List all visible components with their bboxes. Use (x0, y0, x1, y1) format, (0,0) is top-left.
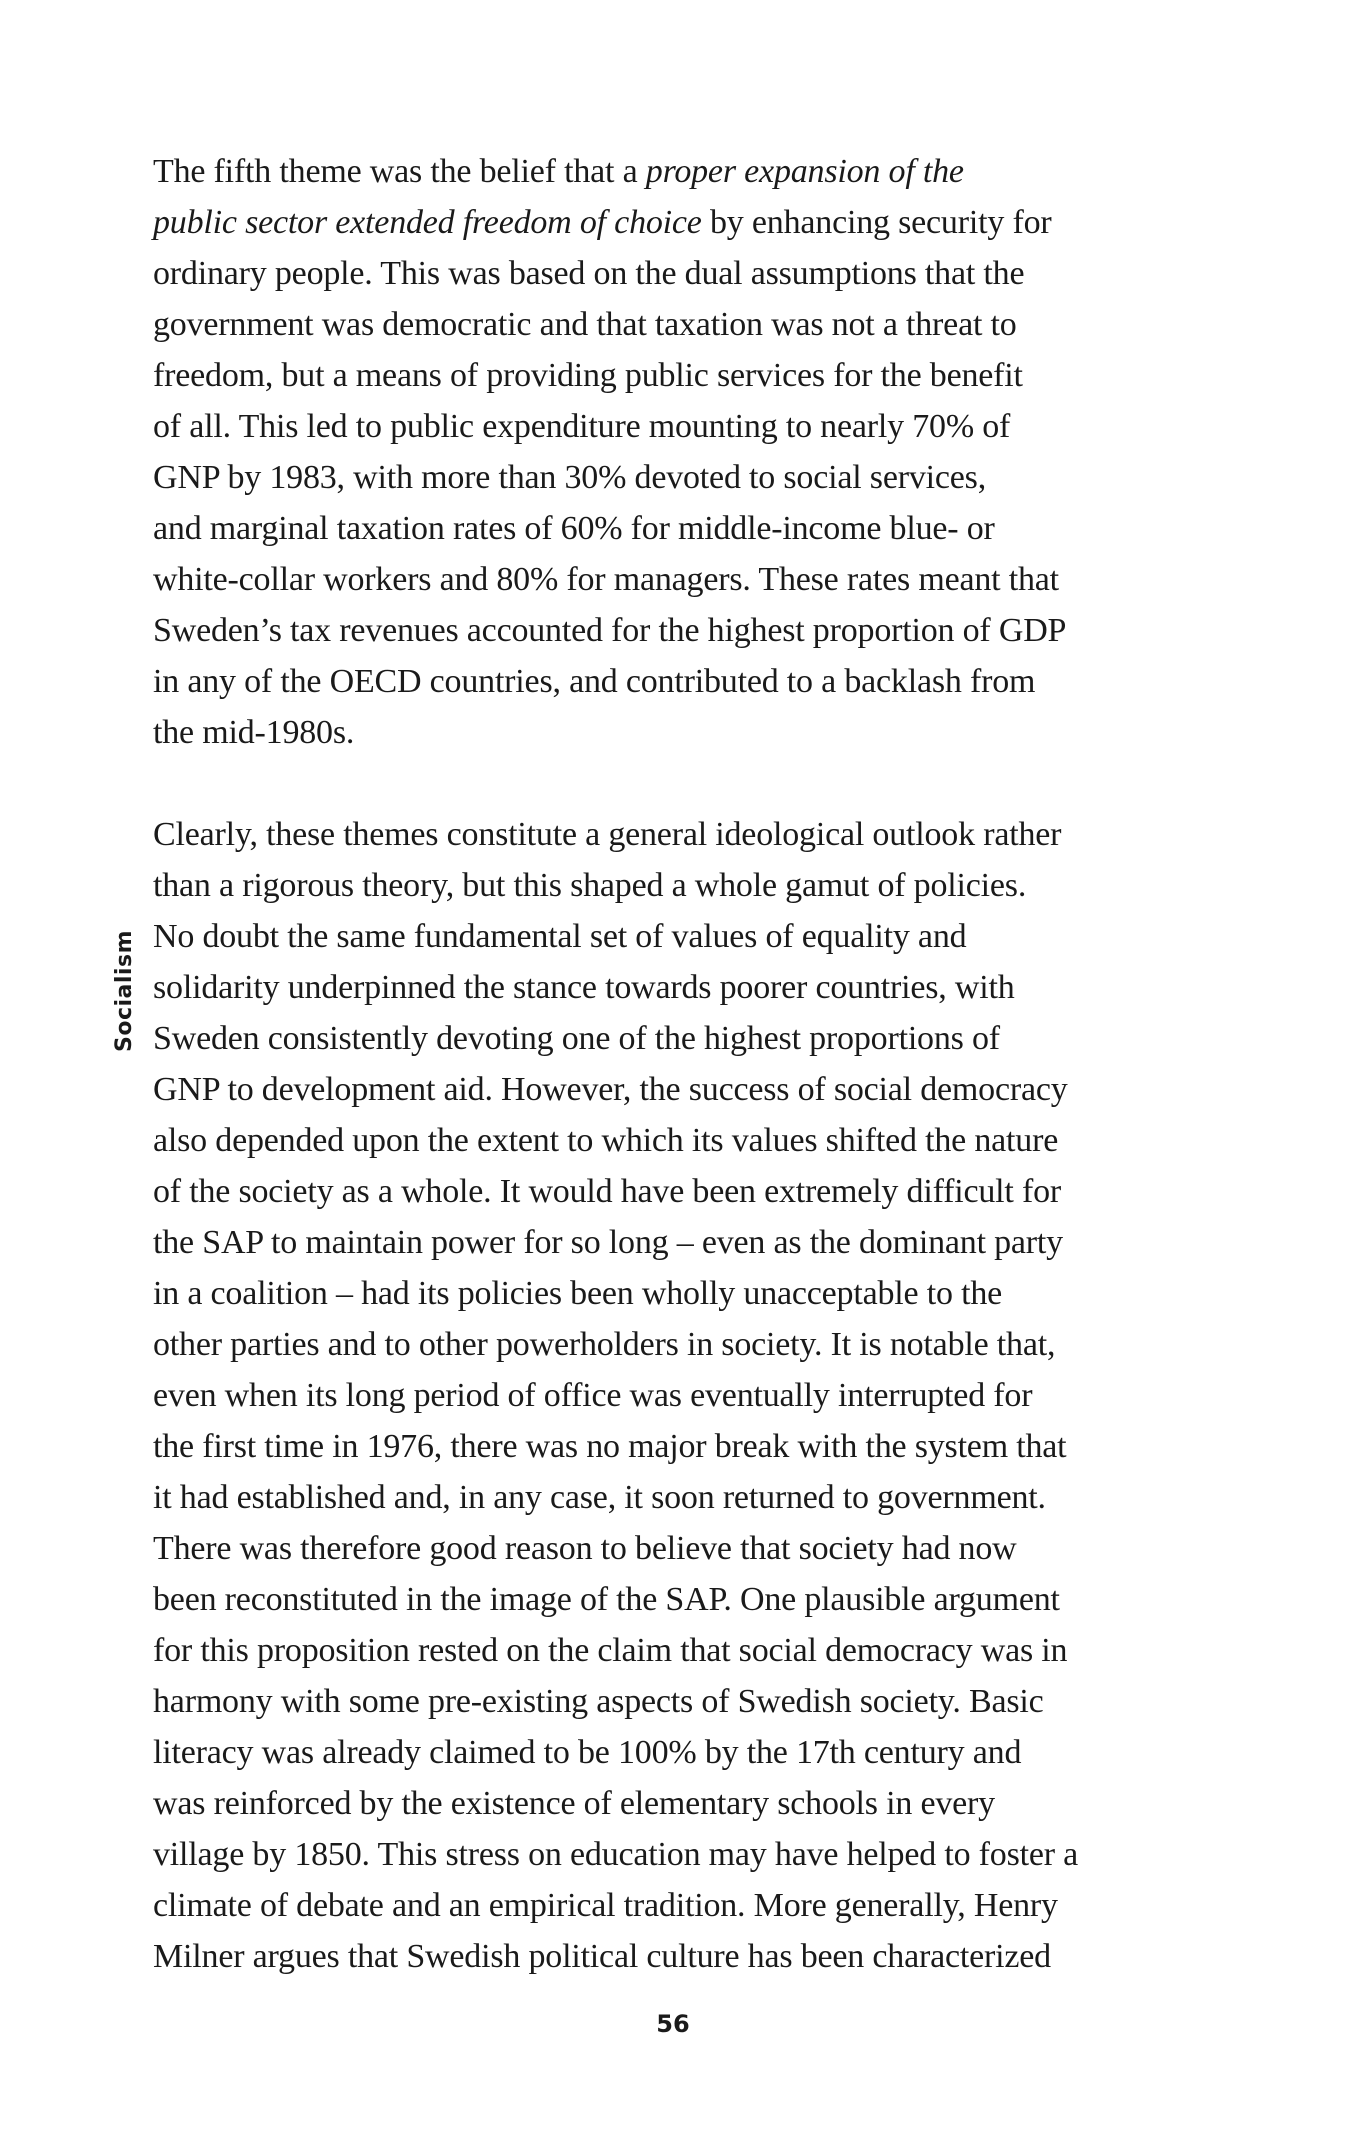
text-run: of the society as a whole. It would have been extremely difficult for (153, 1173, 1061, 1210)
text-line (153, 1319, 1225, 1370)
text-line (153, 707, 1225, 758)
paragraph (153, 146, 1225, 758)
text-run: been reconstituted in the image of the SAP. One plausible argument (153, 1581, 1060, 1618)
text-run: Sweden consistently devoting one of the highest proportions of (153, 1020, 1000, 1057)
text-line (153, 1472, 1225, 1523)
text-run: Sweden’s tax revenues accounted for the highest proportion of GDP (153, 612, 1067, 649)
text-line (153, 1217, 1225, 1268)
text-line (153, 452, 1225, 503)
text-run: the first time in 1976, there was no major break with the system that (153, 1428, 1067, 1465)
text-run: by enhancing security for (701, 204, 1052, 241)
text-line (153, 248, 1225, 299)
text-run: village by 1850. This stress on education may have helped to foster a (153, 1836, 1079, 1873)
text-run: in a coalition – had its policies been wholly unacceptable to the (153, 1275, 1003, 1312)
text-run: was reinforced by the existence of elementary schools in every (153, 1785, 995, 1822)
text-line (153, 146, 1225, 197)
text-run: freedom, but a means of providing public services for the benefit (153, 357, 1023, 394)
text-line (153, 1115, 1225, 1166)
text-line (153, 1064, 1225, 1115)
text-run: and marginal taxation rates of 60% for middle-income blue- or (153, 510, 995, 547)
text-run: There was therefore good reason to believe that society had now (153, 1530, 1017, 1567)
text-run: GNP to development aid. However, the success of social democracy (153, 1071, 1068, 1108)
running-head: Socialism (112, 930, 137, 1052)
text-line (153, 401, 1225, 452)
text-run: also depended upon the extent to which its values shifted the nature (153, 1122, 1059, 1159)
text-line (153, 809, 1225, 860)
text-line (153, 503, 1225, 554)
text-run: in any of the OECD countries, and contributed to a backlash from (153, 663, 1036, 700)
body-text (153, 146, 1225, 1982)
text-run: of all. This led to public expenditure mounting to nearly 70% of (153, 408, 1011, 445)
text-run: GNP by 1983, with more than 30% devoted to social services, (153, 459, 987, 496)
text-line (153, 1727, 1225, 1778)
text-run: other parties and to other powerholders in society. It is notable that, (153, 1326, 1056, 1363)
italic-phrase: public sector extended freedom of choice (153, 204, 702, 241)
text-run: it had established and, in any case, it soon returned to government. (153, 1479, 1046, 1516)
text-run: climate of debate and an empirical tradition. More generally, Henry (153, 1887, 1058, 1924)
text-line (153, 962, 1225, 1013)
text-line (153, 860, 1225, 911)
text-run: harmony with some pre-existing aspects of Swedish society. Basic (153, 1683, 1044, 1720)
text-line (153, 1421, 1225, 1472)
text-line (153, 1778, 1225, 1829)
paragraph (153, 809, 1225, 1982)
text-line (153, 1676, 1225, 1727)
text-run: No doubt the same fundamental set of values of equality and (153, 918, 967, 955)
text-line (153, 1523, 1225, 1574)
text-line (153, 1013, 1225, 1064)
text-line (153, 1880, 1225, 1931)
text-run: ordinary people. This was based on the dual assumptions that the (153, 255, 1025, 292)
text-line (153, 1574, 1225, 1625)
text-line (153, 656, 1225, 707)
text-run: white-collar workers and 80% for managers. These rates meant that (153, 561, 1059, 598)
text-run: The fifth theme was the belief that a (153, 153, 646, 190)
text-line (153, 350, 1225, 401)
text-line (153, 299, 1225, 350)
text-line (153, 197, 1225, 248)
text-line (153, 1268, 1225, 1319)
text-run: Milner argues that Swedish political culture has been characterized (153, 1938, 1051, 1975)
text-run: than a rigorous theory, but this shaped a whole gamut of policies. (153, 867, 1027, 904)
page-number: 56 (656, 2010, 690, 2038)
text-run: solidarity underpinned the stance towards poorer countries, with (153, 969, 1015, 1006)
text-run: for this proposition rested on the claim that social democracy was in (153, 1632, 1068, 1669)
text-line (153, 1370, 1225, 1421)
italic-phrase: proper expansion of the (645, 153, 964, 190)
text-line (153, 1166, 1225, 1217)
text-run: Clearly, these themes constitute a general ideological outlook rather (153, 816, 1062, 853)
text-line (153, 911, 1225, 962)
text-run: even when its long period of office was eventually interrupted for (153, 1377, 1033, 1414)
text-run: literacy was already claimed to be 100% by the 17th century and (153, 1734, 1022, 1771)
text-run: government was democratic and that taxation was not a threat to (153, 306, 1017, 343)
text-line (153, 554, 1225, 605)
text-run: the SAP to maintain power for so long – even as the dominant party (153, 1224, 1063, 1261)
text-line (153, 605, 1225, 656)
text-line (153, 1829, 1225, 1880)
text-line (153, 1931, 1225, 1982)
text-run: the mid-1980s. (153, 714, 355, 751)
text-line (153, 1625, 1225, 1676)
